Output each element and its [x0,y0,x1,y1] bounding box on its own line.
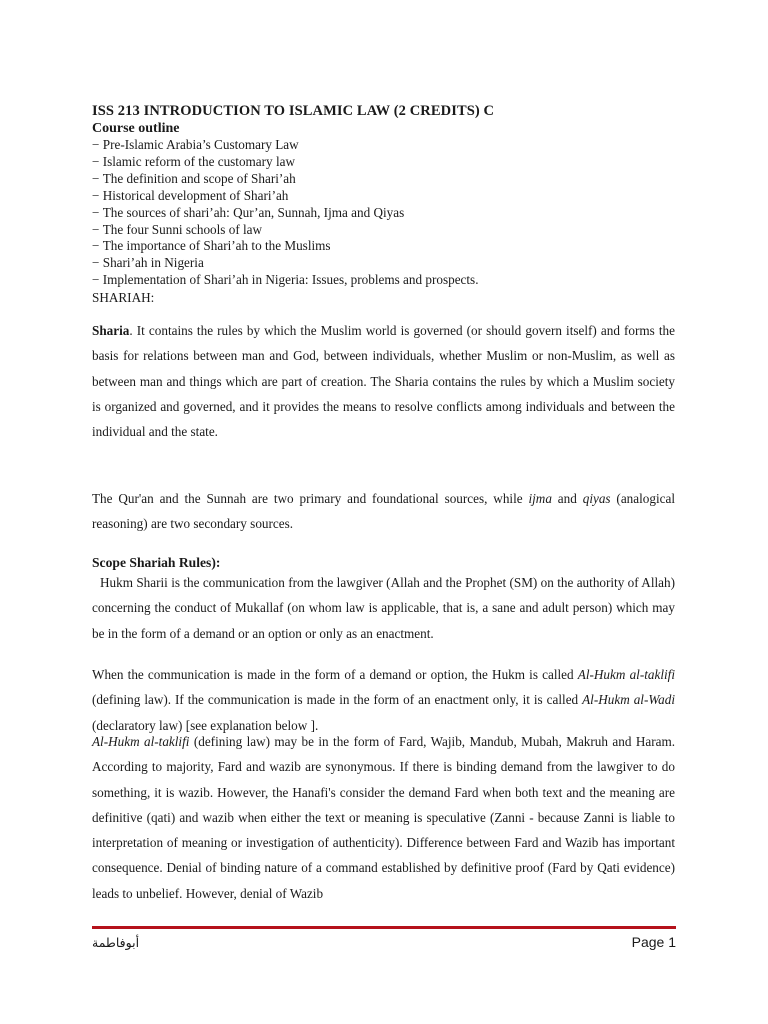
taklifi-term: Al-Hukm al-taklifi [577,667,675,682]
outline-item: − The importance of Shari’ah to the Muslims [92,238,479,255]
taklifi-term-lead: Al-Hukm al-taklifi [92,734,190,749]
document-page [92,0,675,1024]
outline-item: − Islamic reform of the customary law [92,154,479,171]
outline-item: − The definition and scope of Shari’ah [92,171,479,188]
scope-heading: Scope Shariah Rules): [92,555,221,570]
sources-text-and: and [551,491,583,506]
course-outline-list [92,137,479,289]
outline-item: − Historical development of Shari’ah [92,188,479,205]
sources-text-2: (analogical reasoning) are two secondary sources. [92,491,676,532]
wadi-term: Al-Hukm al-Wadi [582,692,675,708]
sources-paragraph [92,486,675,537]
communication-paragraph [92,662,675,738]
document-title: ISS 213 INTRODUCTION TO ISLAMIC LAW (2 CREDITS) C [92,103,495,119]
taklifi-paragraph [92,729,675,906]
outline-item: − Implementation of Shari’ah in Nigeria: Issues, problems and prospects. [92,272,479,289]
sharia-paragraph [92,318,675,444]
comm-text-1: When the communication is made in the form of a demand or option, the Hukm is called [92,667,578,682]
ijma-term: ijma [528,491,552,506]
comm-text-2: (defining law). If the communication is made in the form of an enactment only, it is called [92,692,583,708]
outline-item: − The four Sunni schools of law [92,222,479,239]
qiyas-term: qiyas [582,491,611,506]
sharia-text: . It contains the rules by which the Muslim world is governed (or should govern itself) and forms the basis for relations between man and God, between individuals, whether Muslim or non-Muslim, as well as between man and things which are part of creation. The Sharia contains the rules by which a Muslim society is organized and governed, and it provides the means to resolve conflicts among individuals and between the individual and the state. [92,323,675,440]
footer-author: أبوفاطمة [92,935,140,950]
shariah-label: SHARIAH: [92,290,155,305]
sources-text-1: The Qur'an and the Sunnah are two primary and foundational sources, while [92,491,529,506]
outline-item: − Shari’ah in Nigeria [92,255,479,272]
sharia-term: Sharia [92,323,130,338]
outline-item: − Pre-Islamic Arabia’s Customary Law [92,137,479,154]
comm-text-3: (declaratory law) [see explanation below ]. [92,717,319,733]
taklifi-text: (defining law) may be in the form of Fard, Wajib, Mandub, Mubah, Makruh and Haram. According to majority, Fard and wazib are synonymous. If there is binding demand from the lawgiver to do something, it is wazib. However, the Hanafi's consider the demand Fard when both text and the meaning are definitive (qati) and wazib when either the text or meaning is speculative (Zanni - because Zanni is liable to interpretation of meaning or investigation of authenticity). Difference between Fard and Wazib has important consequence. Denial of binding nature of a command established by definitive proof (Fard by Qati evidence) leads to unbelief. However, denial of Wazib [92,734,675,901]
hukm-paragraph: Hukm Sharii is the communication from the lawgiver (Allah and the Prophet (SM) on the authority of Allah) concerning the conduct of Mukallaf (on whom law is applicable, that is, a sane and adult person) which may be in the form of a demand or an option or only as an enactment. [92,575,675,641]
page-number: Page 1 [631,934,676,950]
outline-item: − The sources of shari’ah: Qur’an, Sunnah, Ijma and Qiyas [92,205,479,222]
footer-divider [92,926,676,929]
course-outline-heading: Course outline [92,121,180,136]
